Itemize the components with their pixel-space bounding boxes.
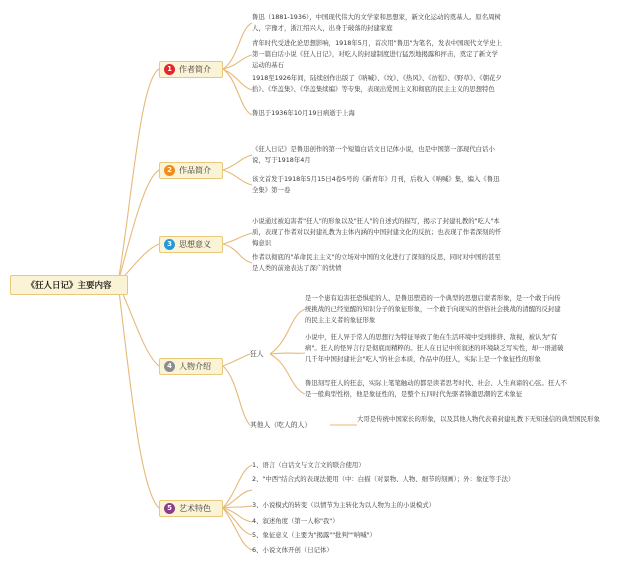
link-b1-leaf-4 <box>223 69 252 115</box>
leaf-text: 该文首发于1918年5月15日4卷5号的《新青年》月刊，后收入《呐喊》集，编入《鲁迅全集》第一卷 <box>252 175 500 194</box>
number-badge-2: 2 <box>164 165 175 176</box>
branch-label: 思想意义 <box>179 240 211 249</box>
sub-node-others[interactable]: 其他人（吃人的人） <box>250 421 312 429</box>
link-b5-leaf-6 <box>223 508 252 550</box>
leaf-text: 鲁迅（1881-1936），中国现代伟大的文学家和思想家，新文化运动的奠基人。原名周树人，字豫才，浙江绍兴人，出身于破落的封建家庭 <box>252 13 501 32</box>
leaf-text: 是一个患有迫害狂恐惧症的人，是鲁迅塑造的一个典型的思想启蒙者形象，是一个敢于向传统挑战的已经觉醒的知识分子的象征形象，一个敢于向现实的世俗社会挑战的清醒的反封建的民主主义者的象征形象 <box>305 294 561 324</box>
leaf-text: 6、小说文体开创（日记体） <box>252 546 333 554</box>
link-b5-leaf-3 <box>223 506 252 508</box>
link-b2-leaf-1 <box>223 155 252 170</box>
leaf-text: 作者以彻底的"革命民主主义"的立场对中国的文化进行了深刻的反思，同时对中国的甚至是人类的前途表达了深广的忧愤 <box>252 253 501 272</box>
root-node[interactable]: 《狂人日记》主要内容 <box>10 275 128 295</box>
leaf-text: 鲁迅于1936年10月19日病逝于上海 <box>252 109 355 117</box>
link-b5-leaf-1 <box>223 465 252 508</box>
link-b3-leaf-1 <box>223 233 252 244</box>
branch-art-features[interactable] <box>159 500 223 517</box>
branch-author-intro[interactable] <box>159 61 223 78</box>
leaf-text: 4、叙述角度（第一人称"我"） <box>252 517 339 525</box>
leaf-text: 《狂人日记》是鲁迅创作的第一个短篇白话文日记体小说，也是中国第一部现代白话小说，写于1918年4月 <box>252 145 495 164</box>
leaf-text: 小说中，狂人异于常人的思想行为特征导致了他在生活环境中受到排挤、敌视，被认为"有病"。狂人的怪异言行是彻底而精粹的。狂人在日记中所叙述的环境缺乏写实性，却一语道破几千年中国封建社会"吃人"的社会本质，作品中的狂人，实际上是一个象征性的形象 <box>305 333 564 363</box>
branch-characters[interactable] <box>159 358 223 375</box>
leaf-text: 鲁迅刻写狂人的狂态，实际上笔笔触动的都是读者思考时代、社会、人生真谛的心弦。狂人不是一般典型性格，他是象征性的，是整个五四时代先驱者锋激思潮的艺术象征 <box>305 379 568 398</box>
link-b2-leaf-2 <box>223 170 252 185</box>
link-b4-sub-2 <box>223 366 250 425</box>
leaf-text: 2、"中西"结合式的表现法使用（中：白描（对景物、人物、细节的刻画）；外：象征等手法） <box>252 475 515 483</box>
branch-label: 人物介绍 <box>179 362 211 371</box>
leaf-text: 小说通过被迫害者"狂人"的形象以及"狂人"的自述式的描写，揭示了封建礼教的"吃人"本质，表现了作者对以封建礼教为主体内涵的中国封建文化的反抗；也表现了作者深刻的忏悔意识 <box>252 217 502 247</box>
link-b1-leaf-3 <box>223 69 252 90</box>
branch-work-intro[interactable] <box>159 162 223 179</box>
branch-label: 作品简介 <box>179 166 211 175</box>
leaf-text: 1、语言（白话文与文言文的联合使用） <box>252 461 365 469</box>
link-b1-leaf-2 <box>223 55 252 69</box>
link-root-b4 <box>118 283 159 366</box>
link-sub1-leaf-3 <box>270 354 305 394</box>
link-b5-leaf-5 <box>223 508 252 535</box>
sub-node-madman[interactable]: 狂人 <box>250 350 264 358</box>
leaf-text: 大哥是传统中国家长的形象，以及其他人物代表着封建礼教下无知迷信的典型国民形象 <box>357 415 600 423</box>
leaf-text: 5、象征意义（主要为"揭露""批判""呐喊"） <box>252 531 376 539</box>
number-badge-4: 4 <box>164 361 175 372</box>
branch-label: 艺术特色 <box>179 504 211 513</box>
link-b4-sub-1 <box>223 354 250 366</box>
leaf-text: 青年时代受进化论思想影响，1918年5月，首次用"鲁迅"为笔名，发表中国现代文学史上第一篇白话小说《狂人日记》，对吃人的封建制度进行猛烈地揭露和抨击，奠定了新文学运动的基石 <box>252 39 502 69</box>
link-b3-leaf-2 <box>223 244 252 263</box>
link-root-b2 <box>118 170 159 283</box>
link-root-b5 <box>118 283 159 508</box>
number-badge-3: 3 <box>164 239 175 250</box>
number-badge-1: 1 <box>164 64 175 75</box>
link-sub1-leaf-2 <box>270 353 305 354</box>
number-badge-5: 5 <box>164 503 175 514</box>
branch-meaning[interactable] <box>159 236 223 253</box>
link-sub1-leaf-1 <box>270 309 305 354</box>
link-b5-leaf-2 <box>223 490 252 508</box>
leaf-text: 3、小说模式的转变（以情节为主转化为以人物为主的小说模式） <box>252 501 436 509</box>
leaf-text: 1918至1926年间，陆续创作出版了《呐喊》、《坟》、《热风》、《彷徨》、《野草》、《朝花夕拾》、《华盖集》、《华盖集续编》等专集，表现出爱国主义和彻底的民主主义的思想特色 <box>252 74 502 93</box>
branch-label: 作者简介 <box>179 65 211 74</box>
